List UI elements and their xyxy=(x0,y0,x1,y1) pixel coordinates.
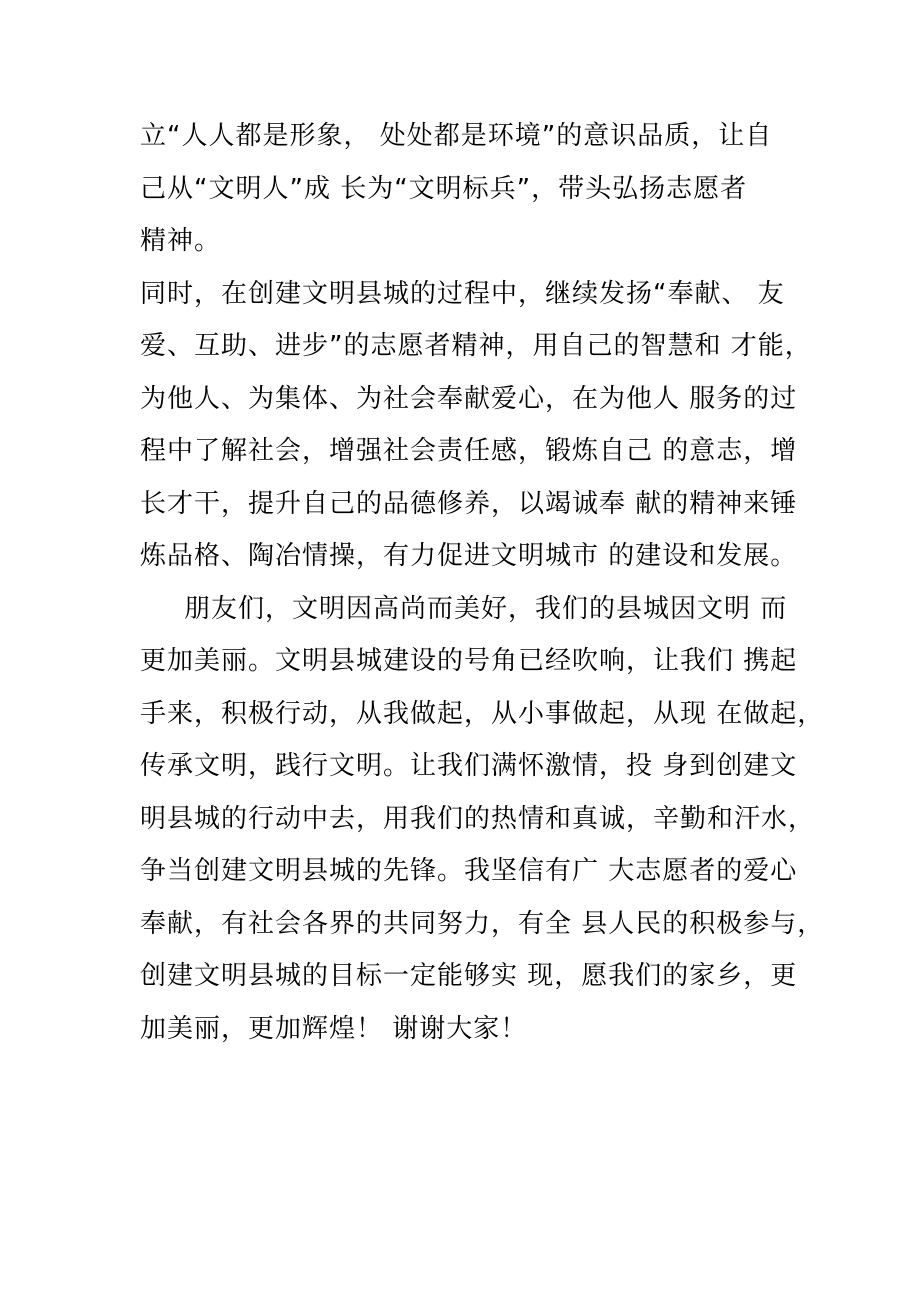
text-line: 己从“文明人”成 长为“文明标兵”，带头弘扬志愿者 xyxy=(140,173,748,204)
text-line: 为他人、为集体、为社会奉献爱心，在为他人 服务的过 xyxy=(140,383,798,414)
text-line-indented: 朋友们，文明因高尚而美好，我们的县城因文明 而 xyxy=(184,593,788,624)
text-line: 同时，在创建文明县城的过程中，继续发扬“奉献、 友 xyxy=(140,278,785,309)
text-line: 精神。 xyxy=(140,226,222,256)
text-line: 传承文明，践行文明。让我们满怀激情，投 身到创建文 xyxy=(140,751,798,781)
text-line: 更加美丽。文明县城建设的号角已经吹响，让我们 携起 xyxy=(140,646,798,676)
text-line: 奉献，有社会各界的共同努力，有全 县人民的积极参与， xyxy=(140,908,825,939)
text-line: 创建文明县城的目标一定能够实 现，愿我们的家乡，更 xyxy=(140,961,798,991)
text-line: 长才干，提升自己的品德修养，以竭诚奉 献的精神来锤 xyxy=(140,488,798,519)
text-line: 炼品格、陶冶情操，有力促进文明城市 的建设和发展。 xyxy=(140,541,798,571)
text-line: 加美丽，更加辉煌！ 谢谢大家！ xyxy=(140,1013,528,1044)
paragraph-3 xyxy=(140,583,825,1056)
document-body xyxy=(140,110,825,1055)
paragraph-2 xyxy=(140,268,812,583)
text-line: 程中了解社会，增强社会责任感，锻炼自己 的意志，增 xyxy=(140,436,798,466)
text-line: 明县城的行动中去，用我们的热情和真诚，辛勤和汗水， xyxy=(140,803,816,834)
text-line: 手来，积极行动，从我做起，从小事做起，从现 在做起， xyxy=(140,698,825,729)
text-line: 争当创建文明县城的先锋。我坚信有广 大志愿者的爱心 xyxy=(140,856,798,886)
text-line: 立“人人都是形象， 处处都是环境”的意识品质，让自 xyxy=(140,121,773,151)
text-line: 爱、互助、进步”的志愿者精神，用自己的智慧和 才能， xyxy=(140,331,812,361)
paragraph-1 xyxy=(140,110,800,268)
